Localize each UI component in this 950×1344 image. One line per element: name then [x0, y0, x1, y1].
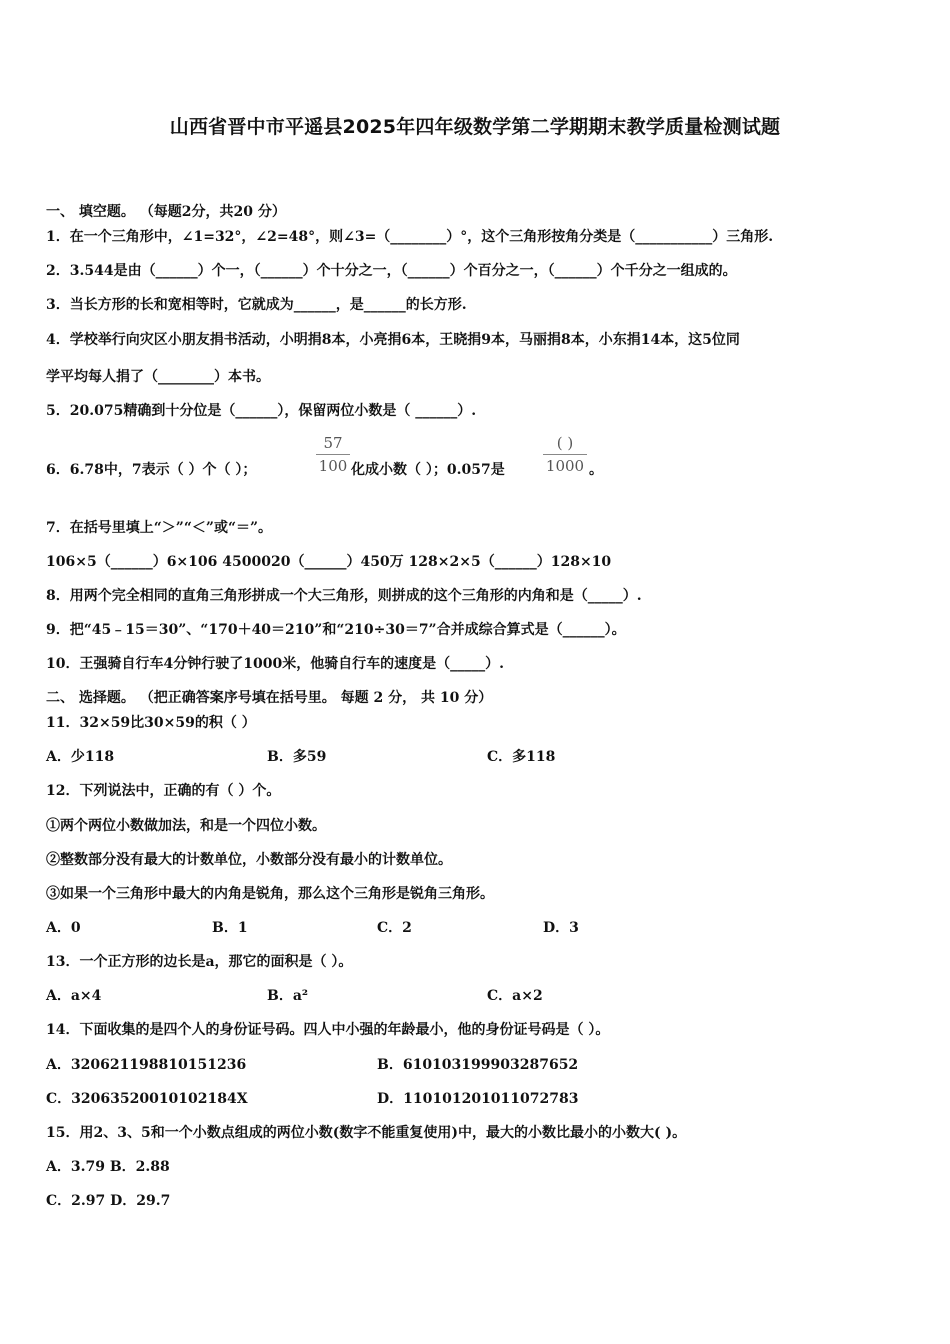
q12-option-a: A．0 — [46, 920, 81, 936]
question-7-items: 106×5（______）6×106 4500020（______）450万 128×2×5（______）128×10 — [46, 554, 612, 570]
q13-option-a: A．a×4 — [46, 988, 102, 1004]
fraction-1-numerator: 57 — [323, 434, 343, 452]
q12-option-b: B．1 — [212, 920, 248, 936]
q11-option-c: C．多118 — [487, 749, 556, 765]
fraction-1-denominator: 100 — [318, 457, 348, 475]
fraction-blank-over-1000 — [543, 434, 587, 475]
question-10: 10．王强骑自行车4分钟行驶了1000米，他骑自行车的速度是（_____）. — [46, 656, 505, 672]
question-7: 7．在括号里填上“＞”“＜”或“＝”。 — [46, 520, 273, 536]
q14-option-c: C．32063520010102184X — [46, 1091, 248, 1107]
q12-statement-3: ③如果一个三角形中最大的内角是锐角，那么这个三角形是锐角三角形。 — [46, 886, 494, 902]
q12-option-d: D．3 — [543, 920, 579, 936]
question-5: 5．20.075精确到十分位是（______），保留两位小数是（ ______）. — [46, 403, 477, 419]
question-6-part-3: 。 — [589, 462, 603, 478]
q15-options-line-1: A．3.79 B．2.88 — [46, 1159, 170, 1175]
q14-option-a: A．320621198810151236 — [46, 1057, 247, 1073]
question-12: 12．下列说法中，正确的有（ ）个。 — [46, 783, 281, 799]
fraction-2-denominator: 1000 — [545, 457, 585, 475]
page-title: 山西省晋中市平遥县2025年四年级数学第二学期期末教学质量检测试题 — [169, 116, 781, 138]
q11-option-a: A．少118 — [46, 749, 115, 765]
question-15: 15．用2、3、5和一个小数点组成的两位小数(数字不能重复使用)中，最大的小数比最小的小数大( )。 — [46, 1125, 687, 1141]
question-4-line-1: 4．学校举行向灾区小朋友捐书活动，小明捐8本，小亮捐6本，王晓捐9本，马丽捐8本，小东捐14本，这5位同 — [46, 332, 740, 348]
question-9: 9．把“45﹣15＝30”、“170＋40＝210”和“210÷30＝7”合并成综合算式是（______）。 — [46, 622, 626, 638]
question-3: 3．当长方形的长和宽相等时，它就成为______，是______的长方形. — [46, 297, 467, 313]
question-14: 14．下面收集的是四个人的身份证号码。四人中小强的年龄最小，他的身份证号码是（ ）。 — [46, 1022, 610, 1038]
question-2: 2．3.544是由（______）个一，（______）个十分之一，（______）个百分之一，（______）个千分之一组成的。 — [46, 263, 737, 279]
q13-option-c: C．a×2 — [487, 988, 543, 1004]
q14-option-d: D．110101201011072783 — [377, 1091, 579, 1107]
q12-option-c: C．2 — [377, 920, 412, 936]
question-6-part-1: 6．6.78中，7表示（ ）个（ ）； — [46, 462, 257, 478]
question-1: 1．在一个三角形中，∠1=32°，∠2=48°，则∠3=（________）°，这个三角形按角分类是（___________）三角形. — [46, 229, 774, 245]
fraction-2-bar — [543, 454, 587, 455]
fraction-57-over-100 — [316, 434, 350, 475]
q13-option-b: B．a² — [267, 988, 309, 1004]
q15-options-line-2: C．2.97 D．29.7 — [46, 1193, 171, 1209]
q14-option-b: B．610103199903287652 — [377, 1057, 579, 1073]
question-11: 11．32×59比30×59的积（ ） — [46, 715, 256, 731]
question-6-part-2: 化成小数（ ）；0.057是 — [351, 462, 505, 478]
fraction-1-bar — [316, 454, 350, 455]
q11-option-b: B．多59 — [267, 749, 327, 765]
q12-statement-1: ①两个两位小数做加法，和是一个四位小数。 — [46, 818, 326, 834]
section-2-heading: 二、 选择题。 （把正确答案序号填在括号里。 每题 2 分， 共 10 分） — [46, 690, 493, 706]
q12-statement-2: ②整数部分没有最大的计数单位，小数部分没有最小的计数单位。 — [46, 852, 452, 868]
question-13: 13．一个正方形的边长是a，那它的面积是（ ）。 — [46, 954, 353, 970]
section-1-heading: 一、 填空题。 （每题2分，共20 分） — [46, 204, 286, 220]
fraction-2-numerator: ( ) — [556, 434, 574, 452]
question-4-line-2: 学平均每人捐了（________）本书。 — [46, 369, 270, 385]
question-8: 8．用两个完全相同的直角三角形拼成一个大三角形，则拼成的这个三角形的内角和是（_____）. — [46, 588, 642, 604]
